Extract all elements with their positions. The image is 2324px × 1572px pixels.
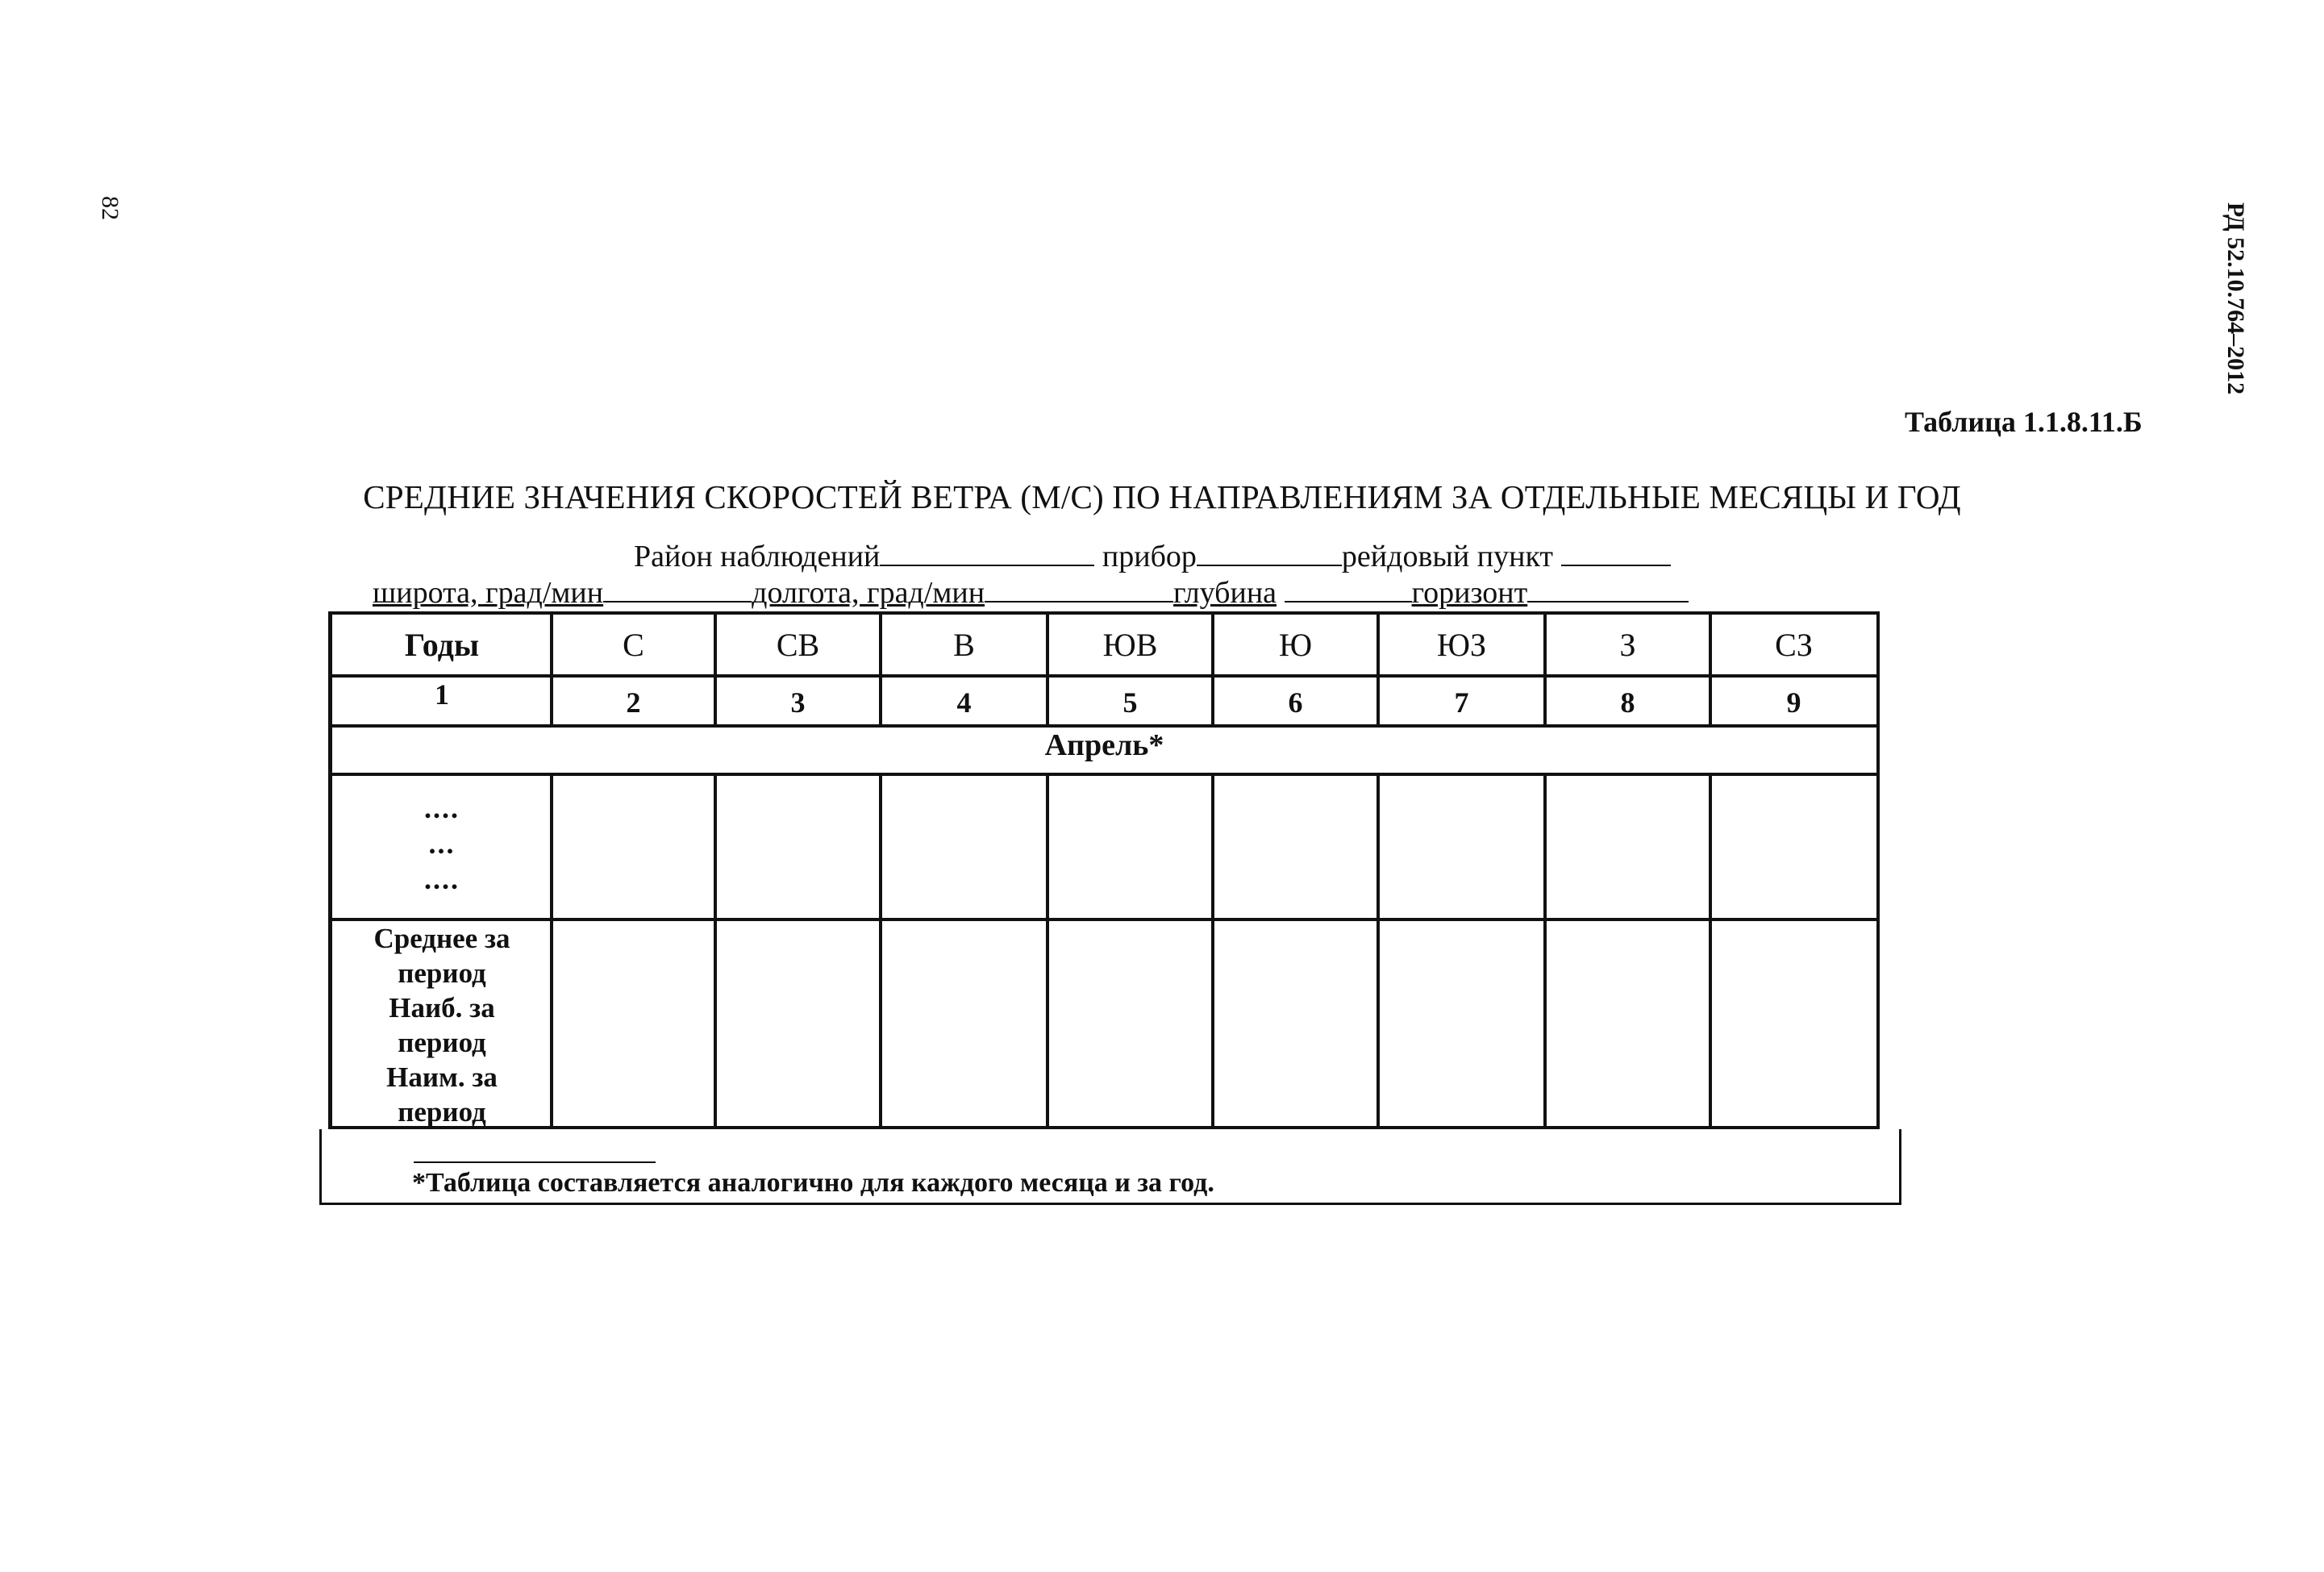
device-blank bbox=[1197, 540, 1342, 566]
header-nw: СЗ bbox=[1775, 627, 1813, 663]
summary-line: Наим. за bbox=[386, 1061, 498, 1093]
area-blank bbox=[880, 540, 1094, 566]
column-number: 3 bbox=[790, 686, 806, 719]
column-number: 9 bbox=[1786, 686, 1801, 719]
roadstead-blank bbox=[1561, 540, 1671, 566]
col-divider bbox=[550, 773, 717, 1129]
wind-speed-table bbox=[328, 611, 1880, 1129]
horizon-blank bbox=[1527, 577, 1689, 603]
column-number: 5 bbox=[1122, 686, 1138, 719]
header-years: Годы bbox=[404, 627, 480, 663]
header-sw: ЮЗ bbox=[1436, 627, 1487, 663]
col-divider bbox=[879, 773, 1049, 1129]
ellipsis-row: .... bbox=[424, 863, 460, 895]
depth-blank bbox=[1285, 577, 1412, 603]
ellipsis-row: .... bbox=[424, 792, 460, 824]
depth-label: глубина bbox=[1173, 576, 1277, 610]
summary-line: Среднее за bbox=[373, 923, 510, 954]
form-line-2 bbox=[373, 575, 1689, 611]
column-number: 2 bbox=[626, 686, 641, 719]
summary-line: период bbox=[398, 957, 486, 989]
footnote-box bbox=[319, 1129, 1901, 1205]
longitude-label: долгота, град/мин bbox=[752, 576, 985, 610]
document-code: РД 52.10.764–2012 bbox=[2222, 202, 2249, 395]
column-number: 8 bbox=[1620, 686, 1635, 719]
header-w: З bbox=[1619, 627, 1636, 663]
horizon-label: горизонт bbox=[1411, 576, 1528, 610]
header-s: Ю bbox=[1278, 627, 1313, 663]
col-divider bbox=[714, 773, 882, 1129]
footnote-text: *Таблица составляется аналогично для каждого месяца и за год. bbox=[412, 1168, 1214, 1198]
header-e: В bbox=[953, 627, 975, 663]
longitude-blank bbox=[985, 577, 1173, 603]
summary-line: период bbox=[398, 1096, 486, 1128]
column-number: 1 bbox=[435, 678, 449, 711]
summary-line: Наиб. за bbox=[389, 992, 495, 1024]
footnote-rule bbox=[414, 1161, 656, 1163]
device-label: прибор bbox=[1102, 540, 1197, 573]
col-divider bbox=[1046, 773, 1214, 1129]
header-se: ЮВ bbox=[1102, 627, 1158, 663]
summary-line: период bbox=[398, 1027, 486, 1058]
area-label: Район наблюдений bbox=[634, 540, 881, 573]
page-number: 82 bbox=[97, 196, 123, 220]
column-number: 7 bbox=[1454, 686, 1469, 719]
form-line-1 bbox=[634, 539, 1671, 574]
month-label: Апрель* bbox=[1044, 728, 1164, 762]
col-divider bbox=[1376, 773, 1547, 1129]
table-title: СРЕДНИЕ ЗНАЧЕНИЯ СКОРОСТЕЙ ВЕТРА (М/С) ПО НАПРАВЛЕНИЯМ ЗА ОТДЕЛЬНЫЕ МЕСЯЦЫ И ГОД bbox=[363, 478, 1961, 515]
roadstead-label: рейдовый пункт bbox=[1341, 540, 1554, 573]
latitude-label: широта, град/мин bbox=[373, 576, 604, 610]
ellipsis-row: ... bbox=[428, 828, 456, 860]
column-number: 4 bbox=[956, 686, 972, 719]
column-number: 6 bbox=[1288, 686, 1303, 719]
col-divider bbox=[1211, 773, 1380, 1129]
header-n: С bbox=[623, 627, 644, 663]
latitude-blank bbox=[603, 577, 752, 603]
table-number: Таблица 1.1.8.11.Б bbox=[1905, 406, 2143, 438]
col-divider bbox=[1543, 773, 1712, 1129]
header-ne: СВ bbox=[776, 627, 820, 663]
